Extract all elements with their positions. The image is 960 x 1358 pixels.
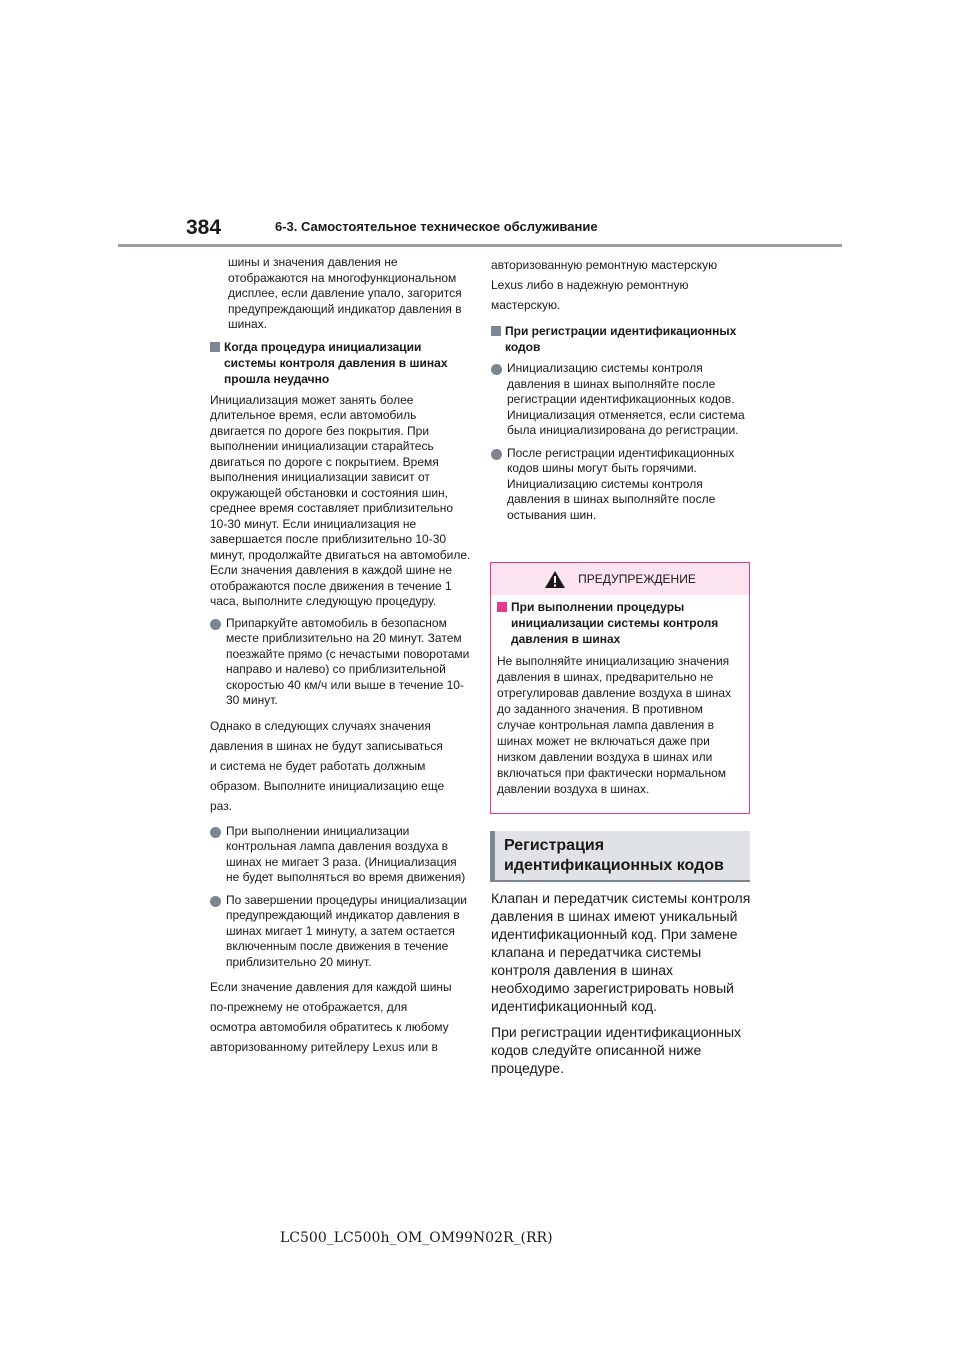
- text-line: и система не будет работать должным: [210, 758, 426, 773]
- paragraph-init-time: Инициализация может занять более длительное время, если автомобиль двигается по дороге без покрытия. При выполнении инициализации старайтесь двигаться по дороге с покрытием. Время выполнения инициализации зависит от окружающей обстановки и состояния шин, среднее время составляет приблизительно 10-30 минут. Если инициализация не завершается после приблизительно 10-30 минут, продолжайте двигаться на автомобиле. Если значения давления в каждой шине не отображаются после движения в течение 1 часа, выполните следующую процедуру.: [210, 392, 471, 608]
- circle-bullet-icon: [210, 619, 221, 630]
- list-item-text: При выполнении инициализации контрольная лампа давления воздуха в шинах не мигает 3 раза. (Инициализация не будет выполняться во время движения): [226, 823, 466, 884]
- text-line: мастерскую.: [491, 298, 561, 312]
- square-bullet-icon: [497, 602, 507, 612]
- warning-text: Не выполняйте инициализацию значения давления в шинах, предварительно не отрегулировав давление воздуха в шинах до заданного значения. В противном случае контрольная лампа давления в шинах может не включаться даже при низком давлении воздуха в шинах или включаться при фактически нормальном давлении воздуха в шинах.: [497, 654, 732, 796]
- right-column-lower: [491, 889, 751, 1085]
- text-line: осмотра автомобиля обратитесь к любому: [210, 1020, 449, 1034]
- paragraph-procedure: При регистрации идентификационных кодов следуйте описанной ниже процедуре.: [491, 1024, 742, 1076]
- warning-title: ПРЕДУПРЕЖДЕНИЕ: [578, 572, 696, 586]
- warning-header: [491, 563, 749, 595]
- subheading-id-registration: [491, 323, 751, 355]
- text-line: раз.: [210, 798, 233, 813]
- warning-subheading-text: При выполнении процедуры инициализации системы контроля давления в шинах: [511, 600, 719, 646]
- list-item: [210, 824, 472, 886]
- section-heading-rule: [490, 880, 750, 882]
- list-item-text: После регистрации идентификационных кодов шины могут быть горячими. Инициализацию системы контроля давления в шинах выполняйте после остывания шин.: [507, 445, 735, 522]
- square-bullet-icon: [491, 326, 501, 336]
- paragraph-contact-dealer: [210, 977, 472, 1057]
- paragraph-continuation: [491, 255, 751, 315]
- section-heading-box: [490, 831, 750, 881]
- list-item-text: Припаркуйте автомобиль в безопасном месте приблизительно на 20 минут. Затем поезжайте прямо (с нечастыми поворотами направо и налево) со приблизительной скоростью 40 км/ч или выше в течение 10-30 минут.: [226, 615, 470, 707]
- circle-bullet-icon: [210, 827, 221, 838]
- list-item: [210, 616, 472, 709]
- text-line: Если значение давления для каждой шины: [210, 980, 452, 994]
- intro-paragraph: шины и значения давления не отображаются на многофункциональном дисплее, если давление упало, загорится предупреждающий индикатор давления в шинах.: [228, 255, 462, 331]
- text-line: по-прежнему не отображается, для: [210, 1000, 408, 1014]
- list-item-text: Инициализацию системы контроля давления в шинах выполняйте после регистрации идентификационных кодов. Инициализация отменяется, если система была инициализирована до регистрации.: [507, 361, 745, 437]
- paragraph-exceptions: [210, 716, 472, 816]
- circle-bullet-icon: [491, 364, 502, 375]
- text-line: образом. Выполните инициализацию еще: [210, 778, 445, 793]
- page-number: 384: [186, 216, 222, 239]
- warning-box: [490, 562, 750, 814]
- header-rule: [118, 244, 842, 247]
- list-item-text: По завершении процедуры инициализации предупреждающий индикатор давления в шинах мигает 1 минуту, а затем остается включенным после движения в течение приблизительно 20 минут.: [226, 892, 468, 969]
- text-line: Lexus либо в надежную ремонтную: [491, 278, 689, 292]
- subheading-text: При регистрации идентификационных кодов: [505, 324, 737, 354]
- section-heading: Регистрация идентификационных кодов: [504, 837, 724, 874]
- circle-bullet-icon: [210, 896, 221, 907]
- square-bullet-icon: [210, 342, 220, 352]
- paragraph-valve-transmitter: Клапан и передатчик системы контроля давления в шинах имеют уникальный идентификационный код. При замене клапана и передатчика системы контроля давления в шинах необходимо зарегистрировать новый идентификационный код.: [491, 890, 751, 1014]
- circle-bullet-icon: [491, 449, 502, 460]
- text-line: авторизованному ритейлеру Lexus или в: [210, 1040, 438, 1054]
- list-item: [491, 361, 751, 439]
- warning-body: [491, 595, 749, 797]
- right-column: [491, 255, 751, 530]
- list-item: [210, 893, 472, 971]
- section-title: 6-3. Самостоятельное техническое обслуживание: [275, 219, 598, 234]
- document-code: LC500_LC500h_OM_OM99N02R_(RR): [280, 1230, 553, 1246]
- list-item: [491, 446, 751, 524]
- warning-subheading: [497, 599, 743, 647]
- left-column: [210, 255, 472, 1057]
- warning-triangle-icon: [544, 570, 566, 589]
- subheading-init-failed: [210, 339, 472, 387]
- text-line: Однако в следующих случаях значения: [210, 718, 431, 733]
- text-line: давления в шинах не будут записываться: [210, 738, 443, 753]
- text-line: авторизованную ремонтную мастерскую: [491, 258, 718, 272]
- subheading-text: Когда процедура инициализации системы контроля давления в шинах прошла неудачно: [224, 339, 448, 386]
